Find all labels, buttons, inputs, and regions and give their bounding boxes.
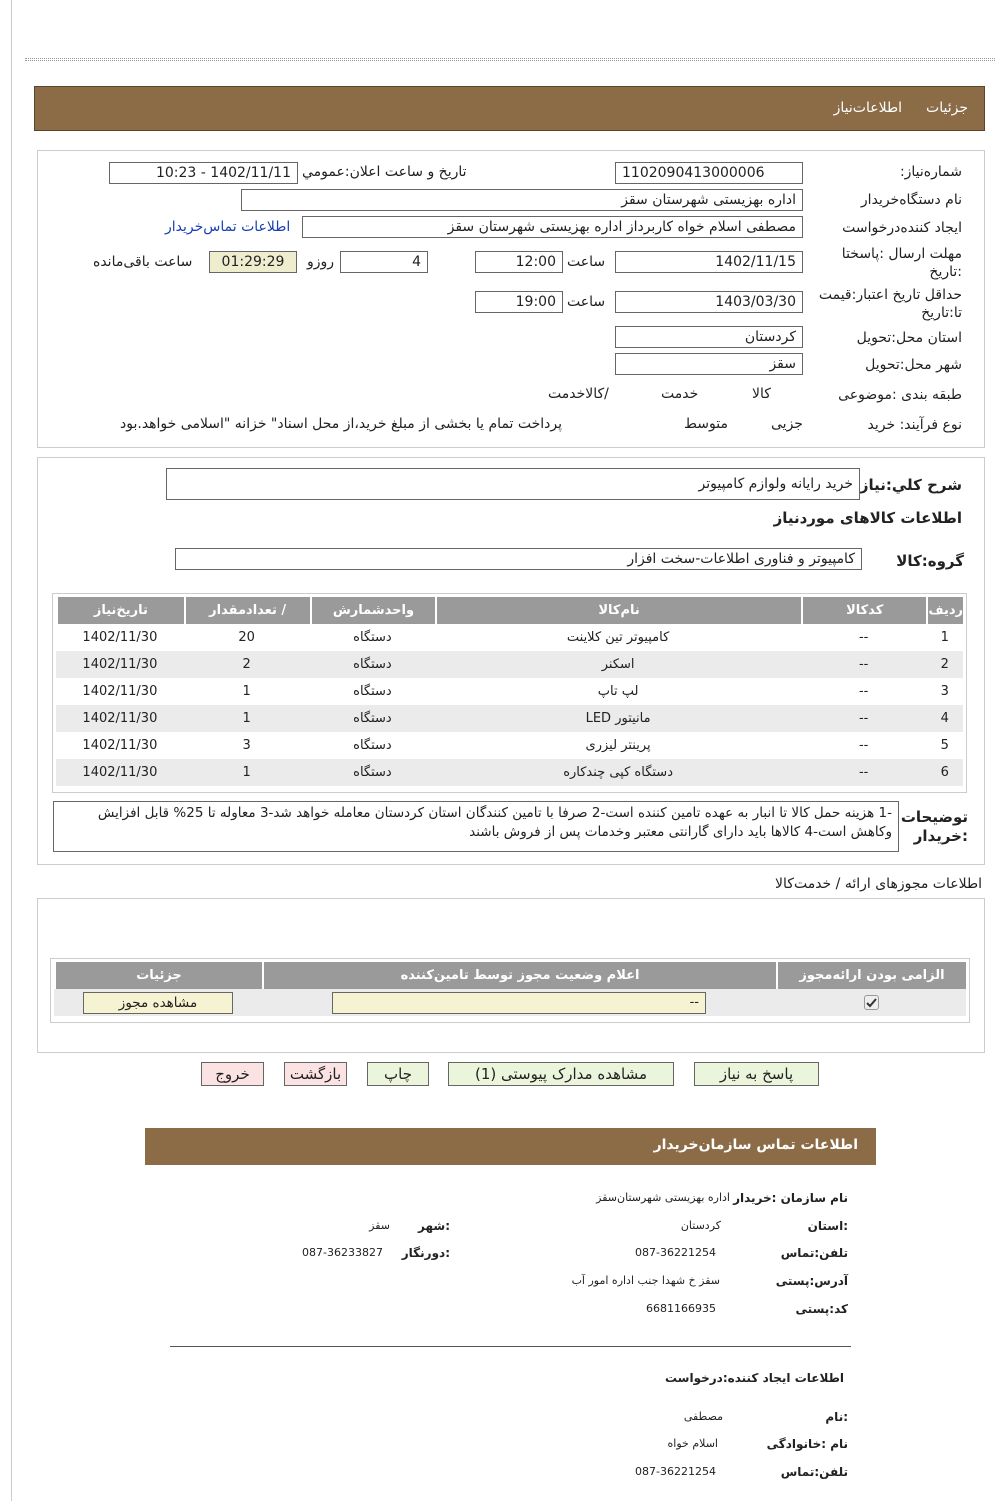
- item-name: لپ تاپ: [435, 678, 801, 705]
- process-label: نوع فرآیند: خرید: [867, 417, 962, 433]
- need-number-label: شماره‌نیاز:: [899, 164, 962, 180]
- permit-status-field: --: [332, 992, 706, 1014]
- deadline-time-label: ساعت: [567, 254, 606, 270]
- deadline-label: مهلت ارسال :پاسختا :تاریخ: [841, 246, 962, 280]
- contact-city-label: :شهر: [418, 1219, 450, 1233]
- col-permit-required: الزامی بودن ارائه‌مجوز: [776, 962, 966, 989]
- tab-details[interactable]: جزئیات: [926, 100, 968, 116]
- announce-label: تاریخ و ساعت اعلان:عمومي: [302, 164, 467, 180]
- contact-phone-label: تلفن:تماس: [780, 1246, 848, 1260]
- remaining-label: ساعت باقی‌مانده: [93, 254, 193, 270]
- table-row: [56, 732, 963, 759]
- creator-label: ایجاد کننده‌درخواست: [842, 220, 962, 236]
- items-table: [56, 597, 963, 786]
- contact-phone-value: 087-36221254: [635, 1246, 716, 1259]
- view-permit-button[interactable]: مشاهده مجوز: [83, 992, 233, 1014]
- goods-group-field: کامپیوتر و فناوری اطلاعات-سخت افزار: [175, 548, 862, 570]
- item-need-date: 1402/11/30: [56, 705, 184, 732]
- creator-phone-label: تلفن:تماس: [780, 1465, 848, 1479]
- contact-address-label: آدرس:پستی: [775, 1274, 848, 1288]
- creator-family-value: اسلام خواه: [667, 1437, 718, 1450]
- contact-fax-label: :دورنگار: [401, 1246, 450, 1260]
- creator-name-label: :نام: [825, 1410, 848, 1424]
- category-label: طبقه بندی :موضوعی: [838, 387, 962, 403]
- general-description-label: شرح کلي:نیاز: [859, 476, 962, 494]
- buyer-contact-link[interactable]: اطلاعات تماس‌خریدار: [165, 219, 291, 235]
- item-code: --: [801, 651, 927, 678]
- table-row: [56, 678, 963, 705]
- row-index: 5: [926, 732, 963, 759]
- check-icon: [865, 996, 878, 1009]
- item-unit: دستگاه: [310, 678, 436, 705]
- validity-label: حداقل تاریخ اعتبار:قیمت تا:تاریخ: [818, 287, 962, 321]
- permits-table: [54, 962, 966, 1016]
- reply-button[interactable]: پاسخ به نیاز: [694, 1062, 819, 1086]
- item-unit: دستگاه: [310, 651, 436, 678]
- goods-group-label: گروه:کالا: [896, 552, 964, 570]
- item-need-date: 1402/11/30: [56, 651, 184, 678]
- col-unit: واحدشمارش: [310, 597, 436, 624]
- items-table-wrapper: [52, 593, 967, 793]
- contact-header-bar: [145, 1128, 876, 1165]
- permit-row: [54, 989, 966, 1016]
- org-label: نام سازمان :خریدار: [733, 1191, 848, 1205]
- contact-divider: [170, 1346, 851, 1347]
- item-code: --: [801, 678, 927, 705]
- buyer-field: اداره بهزیستی شهرستان سقز: [241, 189, 803, 211]
- need-number-field: 1102090413000006: [615, 162, 803, 184]
- category-goods-label: کالا: [752, 386, 771, 402]
- province-field: کردستان: [615, 326, 803, 348]
- province-label: استان محل:تحویل: [856, 330, 962, 346]
- item-quantity: 2: [184, 651, 310, 678]
- validity-time-field: 19:00: [475, 291, 563, 313]
- contact-province-value: کردستان: [680, 1219, 721, 1232]
- col-name: نام‌کالا: [435, 597, 801, 624]
- contact-province-label: :استان: [807, 1219, 848, 1233]
- contact-postal-value: 6681166935: [646, 1302, 716, 1315]
- general-description-field: خرید رایانه ولوازم کامپیوتر: [166, 468, 860, 500]
- announce-datetime-field: 1402/11/11 - 10:23: [109, 162, 298, 184]
- item-name: پرینتر لیزری: [435, 732, 801, 759]
- attachments-button[interactable]: مشاهده مدارک پیوستی (1): [448, 1062, 674, 1086]
- exit-button[interactable]: خروج: [201, 1062, 264, 1086]
- payment-note: پرداخت تمام یا بخشی از مبلغ خرید،از محل اسناد" خزانه "اسلامی خواهد.بود: [120, 416, 563, 432]
- buyer-notes-field: -1 هزینه حمل کالا تا انبار به عهده تامین کننده است-2 صرفا با تامین کنندگان استان کردستان معامله خواهد شد-3 معاوله تا 25% قابل افزایش وکاهش است-4 کالاها باید دارای گارانتی معتبر وخدمات پس از فروش باشند: [53, 801, 899, 852]
- validity-time-label: ساعت: [567, 294, 606, 310]
- col-permit-status: اعلام وضعیت مجوز توسط تامین‌کننده: [262, 962, 776, 989]
- contact-title: اطلاعات تماس سازمان‌خریدار: [653, 1137, 858, 1153]
- goods-info-title: اطلاعات کالاهای موردنیاز: [773, 509, 962, 527]
- permit-status-cell: [262, 989, 776, 1016]
- header-bar: [34, 86, 985, 131]
- item-quantity: 1: [184, 678, 310, 705]
- item-quantity: 3: [184, 732, 310, 759]
- item-quantity: 20: [184, 624, 310, 651]
- buyer-label: نام دستگاه‌خریدار: [860, 192, 962, 208]
- remaining-time-field: 01:29:29: [209, 251, 297, 273]
- category-service-label: خدمت: [661, 386, 699, 402]
- item-need-date: 1402/11/30: [56, 759, 184, 786]
- permits-title: اطلاعات مجوزهای ارائه / خدمت‌کالا: [775, 876, 982, 892]
- permit-details-cell: [54, 989, 262, 1016]
- contact-postal-label: کد:پستی: [795, 1302, 848, 1316]
- process-partial-label: جزیی: [771, 416, 803, 432]
- category-both-label: /کالاخدمت: [548, 386, 609, 402]
- row-index: 2: [926, 651, 963, 678]
- left-edge-line: [11, 0, 12, 1501]
- item-unit: دستگاه: [310, 759, 436, 786]
- item-name: مانیتور LED: [435, 705, 801, 732]
- item-need-date: 1402/11/30: [56, 732, 184, 759]
- item-quantity: 1: [184, 759, 310, 786]
- permits-table-wrapper: [50, 958, 970, 1023]
- city-field: سقز: [615, 353, 803, 375]
- creator-field: مصطفی اسلام خواه کاربرداز اداره بهزیستی شهرستان سقز: [302, 216, 803, 238]
- col-row: ردیف: [926, 597, 963, 624]
- item-name: دستگاه کپی چندکاره: [435, 759, 801, 786]
- item-name: کامپیوتر تین کلاینت: [435, 624, 801, 651]
- print-button[interactable]: چاپ: [367, 1062, 429, 1086]
- contact-city-value: سقز: [369, 1219, 390, 1232]
- permit-required-checkbox[interactable]: [864, 995, 879, 1010]
- item-name: اسکنر: [435, 651, 801, 678]
- contact-fax-value: 087-36233827: [302, 1246, 383, 1259]
- item-quantity: 1: [184, 705, 310, 732]
- col-permit-details: جزئیات: [54, 962, 262, 989]
- permit-required-cell: [776, 989, 966, 1016]
- days-field: 4: [340, 251, 428, 273]
- buyer-notes-label: توضیحات :خریدار: [900, 808, 968, 845]
- org-value: اداره بهزیستی شهرستان‌سقز: [596, 1191, 730, 1204]
- col-code: کدکالا: [801, 597, 927, 624]
- item-unit: دستگاه: [310, 732, 436, 759]
- contact-address-value: سقز خ شهدا جنب اداره امور آب: [571, 1274, 720, 1287]
- col-qty: / تعدادمقدار: [184, 597, 310, 624]
- item-need-date: 1402/11/30: [56, 624, 184, 651]
- back-button[interactable]: بازگشت: [284, 1062, 347, 1086]
- creator-family-label: نام :خانوادگی: [766, 1437, 848, 1451]
- row-index: 3: [926, 678, 963, 705]
- process-medium-label: متوسط: [684, 416, 728, 432]
- tab-need-info[interactable]: اطلاعات‌نیاز: [833, 100, 902, 116]
- row-index: 6: [926, 759, 963, 786]
- item-unit: دستگاه: [310, 624, 436, 651]
- creator-phone-value: 087-36221254: [635, 1465, 716, 1478]
- table-row: [56, 624, 963, 651]
- table-row: [56, 705, 963, 732]
- days-label: روزو: [307, 254, 335, 270]
- table-row: [56, 651, 963, 678]
- item-code: --: [801, 624, 927, 651]
- row-index: 4: [926, 705, 963, 732]
- item-need-date: 1402/11/30: [56, 678, 184, 705]
- table-row: [56, 759, 963, 786]
- item-code: --: [801, 705, 927, 732]
- validity-date-field: 1403/03/30: [615, 291, 803, 313]
- item-unit: دستگاه: [310, 705, 436, 732]
- col-date: تاریخ‌نیاز: [56, 597, 184, 624]
- top-dotted-line: [25, 58, 995, 61]
- deadline-time-field: 12:00: [475, 251, 563, 273]
- city-label: شهر محل:تحویل: [865, 357, 962, 373]
- row-index: 1: [926, 624, 963, 651]
- creator-name-value: مصطفی: [683, 1410, 723, 1423]
- item-code: --: [801, 759, 927, 786]
- item-code: --: [801, 732, 927, 759]
- creator-info-title: اطلاعات ایجاد کننده:درخواست: [664, 1371, 844, 1385]
- deadline-date-field: 1402/11/15: [615, 251, 803, 273]
